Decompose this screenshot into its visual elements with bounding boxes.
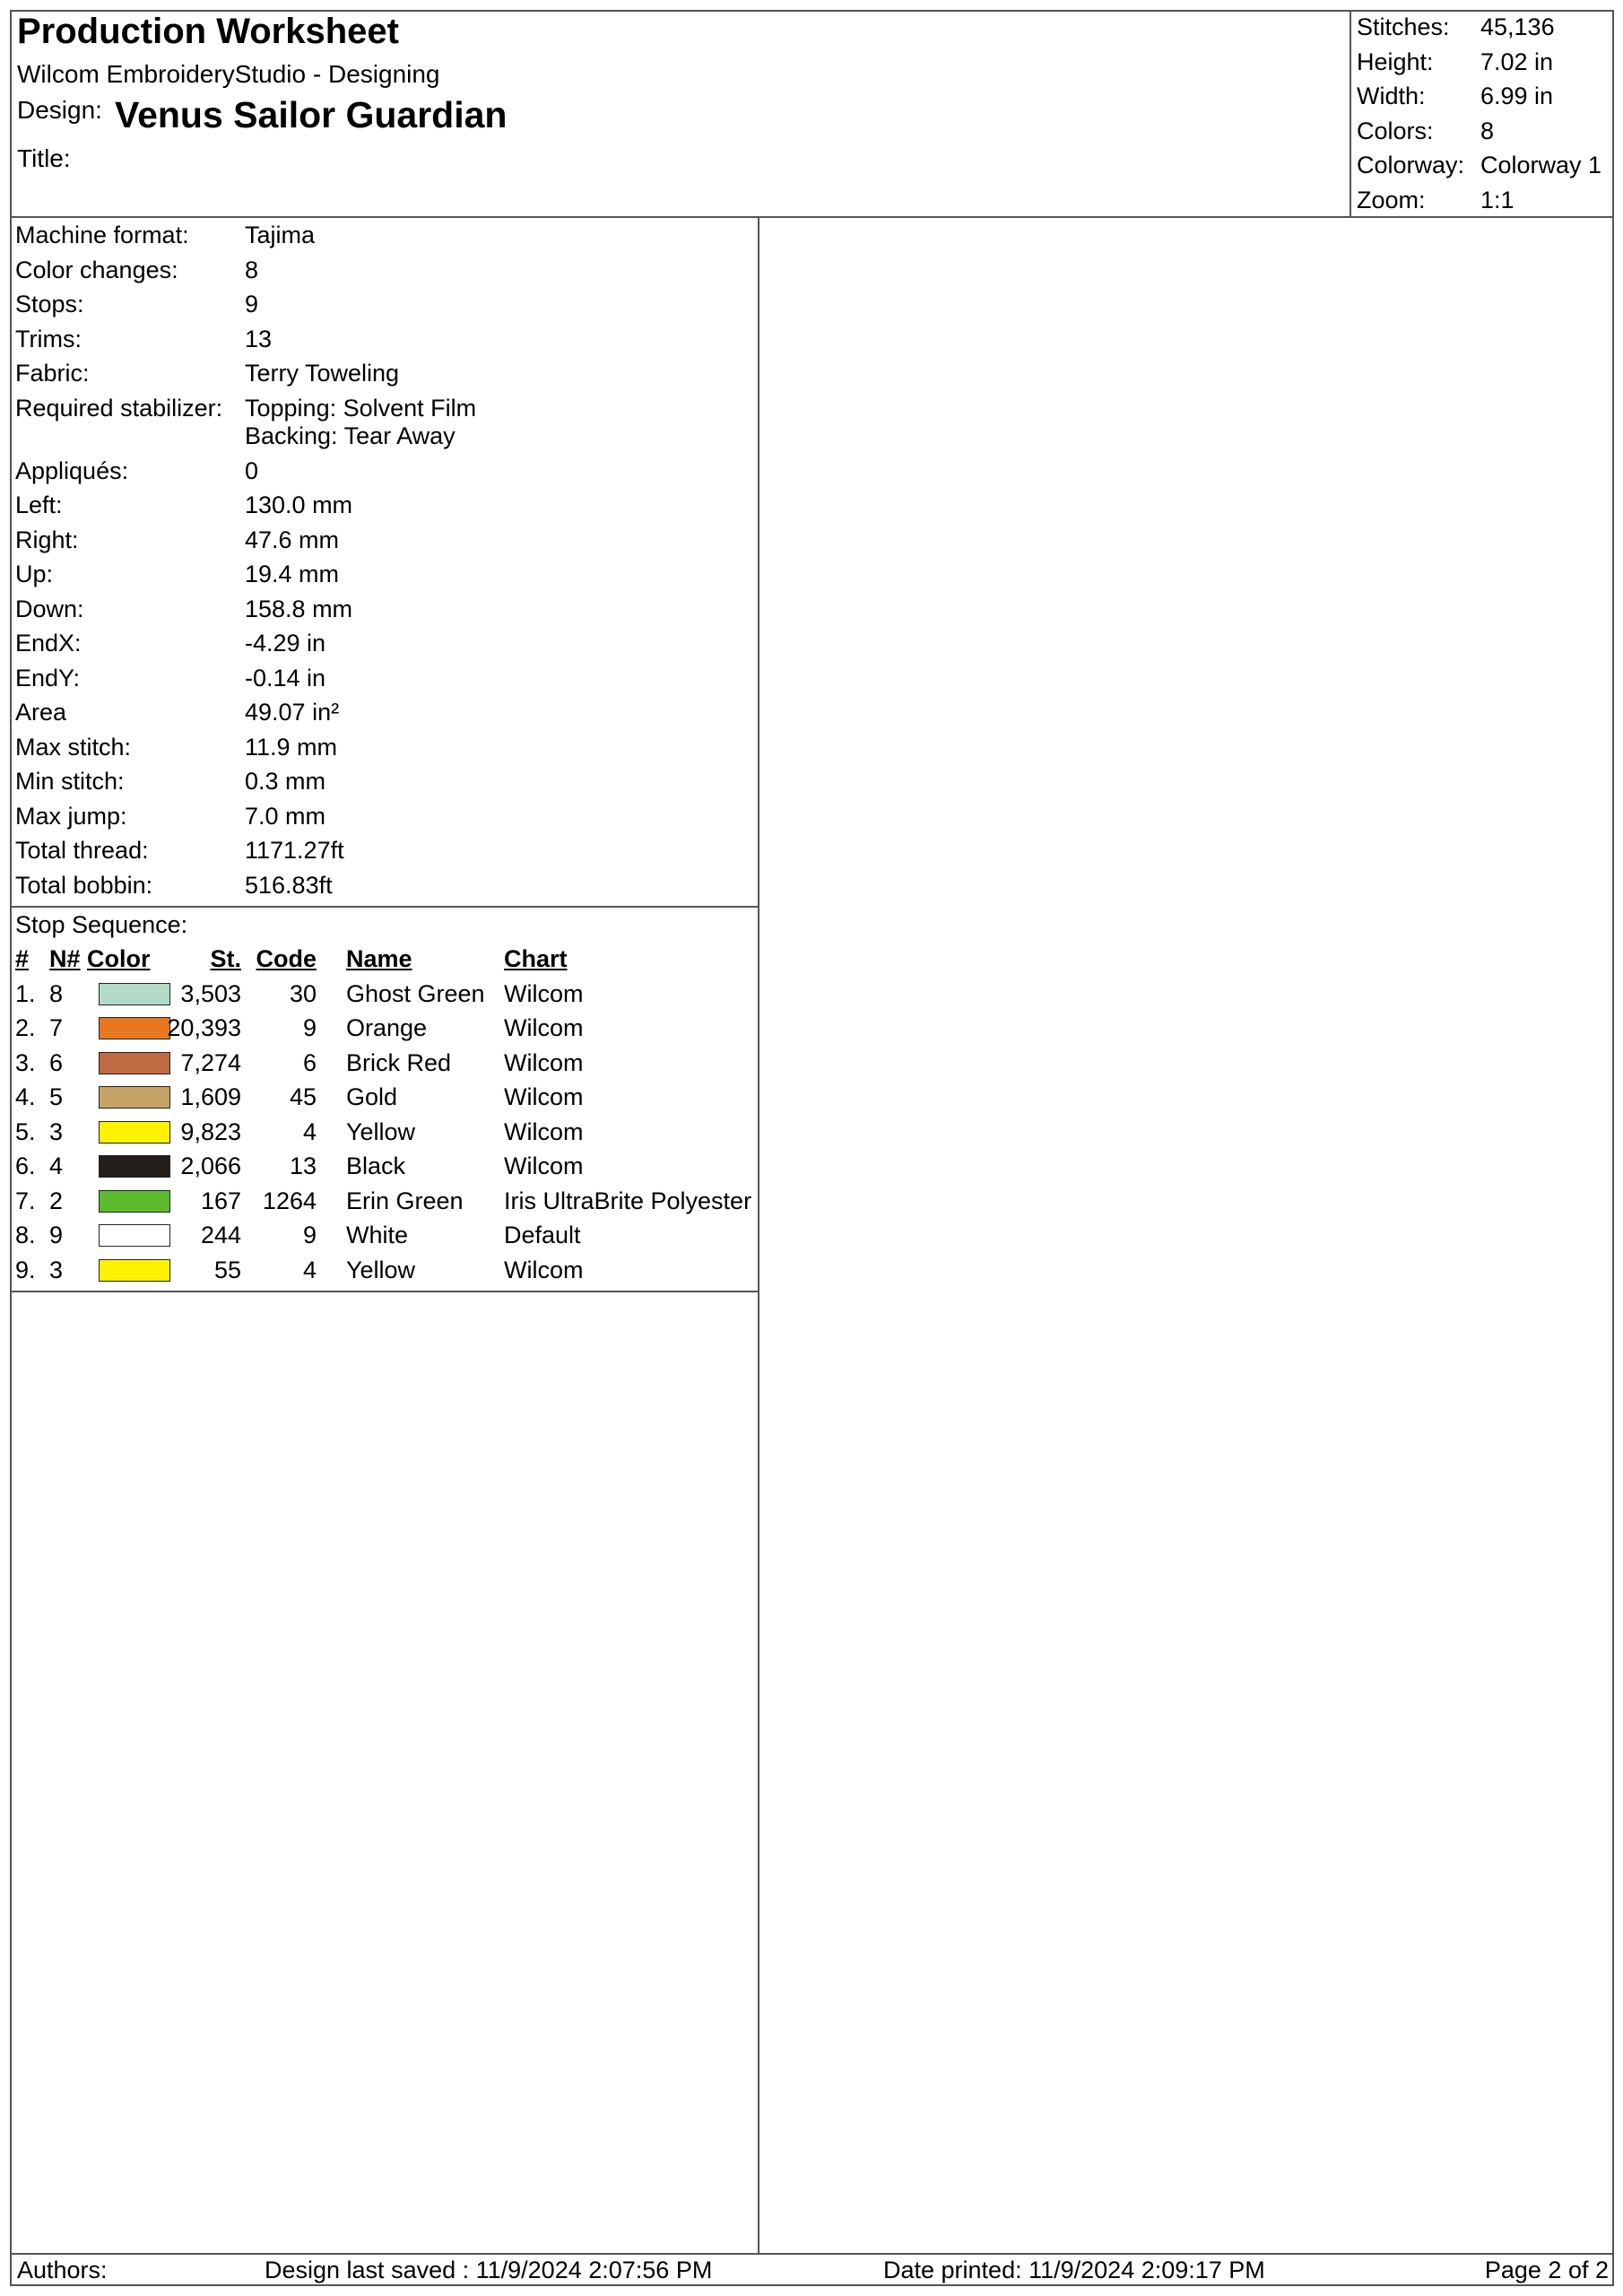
color-swatch [99,1017,170,1039]
color-swatch [99,1155,170,1178]
row-chart: Wilcom [504,1118,584,1145]
header-chart: Chart [504,945,568,972]
property-value [245,799,751,834]
row-stitches: 2,066 [180,1152,241,1179]
row-num: 5. [15,1118,36,1145]
property-value [245,695,751,730]
row-code: 30 [289,979,317,1007]
row-stitches: 9,823 [180,1118,241,1145]
row-chart: Wilcom [504,1256,584,1283]
machine-properties [15,218,751,902]
footer-authors: Authors: [17,2257,108,2283]
property-row [15,799,751,834]
property-row [15,287,751,322]
property-value [245,592,751,627]
property-row [15,626,751,661]
row-num: 2. [15,1014,36,1041]
property-value-line: 1171.27ft [245,837,344,864]
property-label: Max jump: [15,802,127,830]
row-code: 45 [289,1083,317,1110]
row-name: Brick Red [346,1048,452,1076]
row-num: 9. [15,1256,36,1283]
page-title: Production Worksheet [17,12,399,51]
property-value-line: 7.0 mm [245,802,326,830]
row-needle: 3 [49,1118,64,1145]
stat-row [1357,45,1601,80]
stat-row [1357,183,1601,218]
property-value-line: 47.6 mm [245,526,340,553]
property-row [15,764,751,799]
worksheet-header [10,10,1614,218]
property-value [245,322,751,357]
stop-sequence-row [15,977,759,1012]
row-code: 13 [289,1152,317,1179]
header-name: Name [346,945,412,972]
property-row [15,730,751,765]
design-name: Venus Sailor Guardian [115,94,508,135]
property-row [15,661,751,696]
property-row [15,833,751,868]
property-label: EndY: [15,664,81,691]
row-needle: 2 [49,1187,64,1214]
property-value-line: 11.9 mm [245,733,338,761]
stop-sequence-row [15,1184,759,1219]
property-label: Left: [15,491,63,518]
header-color: Color [87,945,151,972]
property-value-line: -0.14 in [245,664,326,691]
row-needle: 7 [49,1014,64,1041]
stat-label: Width: [1357,83,1426,109]
row-name: Orange [346,1014,428,1041]
row-needle: 4 [49,1152,64,1179]
footer-page-number: Page 2 of 2 [1484,2257,1609,2283]
property-value-line: 158.8 mm [245,595,353,622]
property-value [245,356,751,391]
title-label: Title: [17,144,71,172]
stop-sequence-row [15,1011,759,1046]
row-num: 8. [15,1222,36,1248]
row-stitches: 244 [200,1222,241,1248]
row-num: 3. [15,1048,36,1076]
header-needle: N# [49,945,81,972]
color-swatch [99,1052,170,1074]
stop-sequence-row [15,1046,759,1081]
property-row [15,488,751,523]
row-needle: 6 [49,1048,64,1076]
row-stitches: 20,393 [167,1014,241,1041]
stat-label: Height: [1357,48,1434,75]
property-value [245,218,751,253]
property-value-line: 9 [245,291,259,317]
property-value [245,523,751,558]
property-value-line: 516.83ft [245,871,333,899]
stat-label: Zoom: [1357,186,1426,213]
row-name: Yellow [346,1256,416,1283]
row-chart: Iris UltraBrite Polyester [504,1187,752,1214]
row-stitches: 55 [213,1256,241,1283]
row-chart: Default [504,1222,581,1248]
row-name: Ghost Green [346,979,485,1007]
property-label: Color changes: [15,256,178,283]
property-value [245,626,751,661]
stop-sequence-row [15,1149,759,1184]
property-label: Max stitch: [15,733,132,761]
color-swatch [99,1224,170,1247]
header-info [10,10,1350,216]
property-value-line: 13 [245,325,273,352]
stop-sequence-label: Stop Sequence: [15,911,188,938]
property-value [245,557,751,592]
app-subtitle: Wilcom EmbroideryStudio - Designing [17,60,440,88]
property-value [245,764,751,799]
property-label: Up: [15,561,54,587]
property-row [15,356,751,391]
property-value-line: 130.0 mm [245,491,353,518]
row-stitches: 3,503 [180,979,241,1007]
stat-value: 45,136 [1480,13,1555,40]
stop-sequence-row [15,1115,759,1150]
property-value-line: 0 [245,457,259,484]
property-row [15,454,751,489]
row-stitches: 167 [200,1187,241,1214]
design-stats-panel [1350,10,1612,216]
property-label: Total bobbin: [15,871,153,899]
color-swatch [99,1190,170,1213]
row-chart: Wilcom [504,1152,584,1179]
property-value-line: 19.4 mm [245,561,340,587]
row-num: 6. [15,1152,36,1179]
property-value-line: 49.07 in² [245,699,340,726]
row-code: 4 [302,1256,317,1283]
worksheet-footer [10,2253,1614,2286]
property-label: Down: [15,595,84,622]
row-code: 4 [302,1118,317,1145]
row-name: Gold [346,1083,398,1110]
property-row [15,868,751,903]
stat-value: 1:1 [1480,186,1515,213]
stat-row [1357,114,1601,149]
color-swatch [99,1086,170,1109]
property-row [15,592,751,627]
property-value-line: Topping: Solvent Film [245,394,477,422]
stat-value: 6.99 in [1480,83,1554,109]
row-name: Yellow [346,1118,416,1145]
stat-row [1357,148,1601,183]
row-name: White [346,1222,409,1248]
row-needle: 5 [49,1083,64,1110]
property-label: Area [15,699,67,726]
property-value [245,454,751,489]
property-label: Fabric: [15,360,90,387]
design-stats [1357,10,1601,217]
stop-sequence-table [15,942,759,1287]
header-code: Code [256,945,317,972]
stop-sequence-row [15,1218,759,1253]
row-code: 6 [302,1048,317,1076]
section-divider [10,906,758,908]
stat-label: Stitches: [1357,13,1450,40]
property-label: Machine format: [15,222,189,248]
property-label: Right: [15,526,79,553]
property-row [15,523,751,558]
row-needle: 3 [49,1256,64,1283]
property-value-line: 0.3 mm [245,768,326,795]
property-value-line: Tajima [245,222,316,248]
row-num: 1. [15,979,36,1007]
stat-label: Colors: [1357,117,1434,144]
property-value [245,253,751,288]
property-value-line: -4.29 in [245,630,326,657]
stat-value: 8 [1480,117,1495,144]
property-value [245,868,751,903]
row-code: 1264 [262,1187,317,1214]
property-label: Min stitch: [15,768,125,795]
row-needle: 8 [49,979,64,1007]
property-row [15,391,751,454]
property-label: EndX: [15,630,82,657]
property-value [245,287,751,322]
row-name: Erin Green [346,1187,464,1214]
property-row [15,218,751,253]
property-label: Stops: [15,291,84,317]
stop-sequence-row [15,1253,759,1288]
section-divider [10,1291,758,1292]
design-label: Design: [17,96,102,124]
property-value [245,833,751,868]
property-row [15,557,751,592]
property-value [245,488,751,523]
stat-row [1357,79,1601,114]
row-num: 7. [15,1187,36,1214]
property-value [245,730,751,765]
property-label: Required stabilizer: [15,394,223,422]
stat-label: Colorway: [1357,152,1465,178]
property-label: Total thread: [15,837,149,864]
row-code: 9 [302,1014,317,1041]
property-row [15,253,751,288]
header-num: # [15,945,30,972]
stat-value: 7.02 in [1480,48,1554,75]
row-chart: Wilcom [504,1014,584,1041]
row-code: 9 [302,1222,317,1248]
stat-row [1357,10,1601,45]
footer-last-saved: Design last saved : 11/9/2024 2:07:56 PM [265,2257,713,2283]
footer-date-printed: Date printed: 11/9/2024 2:09:17 PM [883,2257,1265,2283]
row-chart: Wilcom [504,1083,584,1110]
stop-sequence-header [15,942,759,977]
header-stitches: St. [210,945,241,972]
property-value-line: Terry Toweling [245,360,400,387]
property-value [245,395,751,450]
stat-value: Colorway 1 [1480,152,1602,178]
property-label: Appliqués: [15,457,129,484]
color-swatch [99,1121,170,1144]
row-stitches: 7,274 [180,1048,241,1076]
property-label: Trims: [15,325,82,352]
color-swatch [99,1259,170,1282]
property-value-line: Backing: Tear Away [245,422,456,449]
property-value [245,661,751,696]
row-needle: 9 [49,1222,64,1248]
row-chart: Wilcom [504,979,584,1007]
property-value-line: 8 [245,256,259,283]
row-num: 4. [15,1083,36,1110]
row-chart: Wilcom [504,1048,584,1076]
property-row [15,695,751,730]
property-row [15,322,751,357]
stop-sequence-row [15,1080,759,1115]
row-name: Black [346,1152,406,1179]
details-column [10,218,759,2255]
row-stitches: 1,609 [180,1083,241,1110]
color-swatch [99,983,170,1005]
